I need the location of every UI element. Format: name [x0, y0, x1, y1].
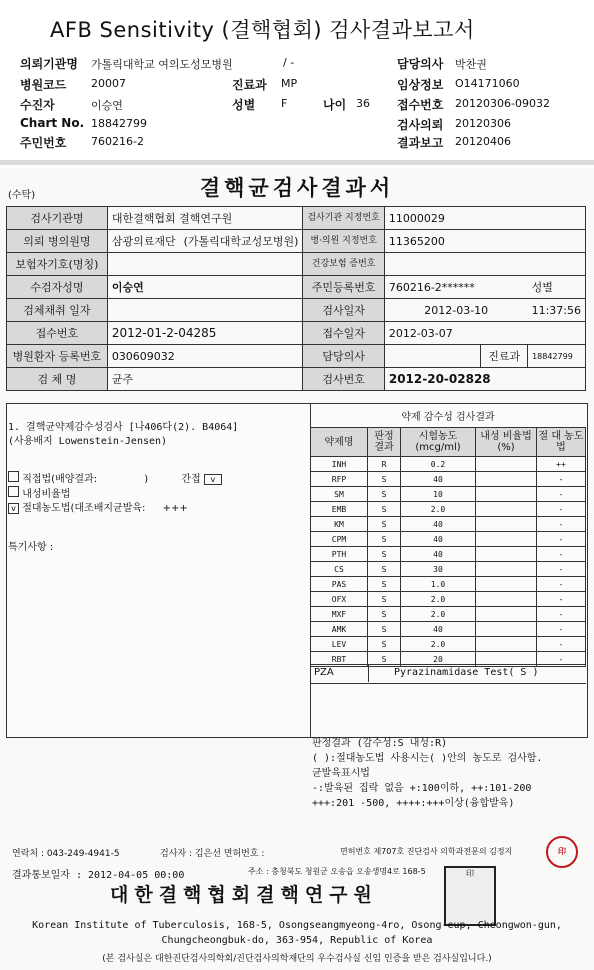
drug-absolute: ++	[537, 457, 586, 472]
recv-date-label: 접수일자	[303, 322, 384, 345]
institute-korean: 대한결핵협회결핵연구원	[110, 884, 378, 906]
value-receipt-no: 20120306-09032	[455, 97, 550, 110]
direct-label: 직접법(배양결과:	[22, 474, 98, 485]
drug-concentration: 2.0	[401, 637, 476, 652]
method-panel	[6, 403, 312, 738]
drug-row	[311, 622, 586, 637]
drug-row	[311, 532, 586, 547]
drug-proportion	[476, 457, 537, 472]
drug-absolute: -	[537, 517, 586, 532]
hosp-id: 11365200	[384, 230, 585, 253]
label-resident-no: 주민번호	[20, 136, 67, 150]
judgement-notes	[312, 736, 586, 811]
test-time: 11:37:56	[528, 299, 586, 322]
drug-concentration: 1.0	[401, 577, 476, 592]
drug-name: MXF	[311, 607, 368, 622]
document-title: AFB Sensitivity (결핵협회) 검사결과보고서	[50, 18, 475, 42]
col-judgement: 판정 결과	[368, 428, 401, 457]
req-hosp: 삼광의료재단	[107, 230, 179, 253]
contact-phone: 연락처 : 043-249-4941-5	[12, 849, 120, 859]
institute-english-2: Chungcheongbuk-do, 363-954, Republic of Korea	[161, 935, 433, 946]
proportion-label: 내성비율법	[22, 489, 71, 500]
label-chart-no: Chart No.	[20, 116, 85, 130]
drug-concentration: 0.2	[401, 457, 476, 472]
drug-judgement: S	[368, 547, 401, 562]
note-line: +++:201 -500, ++++:+++이상(융합발육)	[312, 798, 515, 809]
drug-proportion	[476, 532, 537, 547]
drug-absolute: -	[537, 502, 586, 517]
collect-date-value	[107, 299, 303, 322]
proportion-method-row	[8, 485, 71, 500]
label-clinical-info: 임상정보	[397, 78, 444, 92]
specimen-value: 균주	[107, 368, 303, 391]
doctor-value	[384, 345, 480, 368]
method-line-2: (사용배지 Lowenstein-Jensen)	[8, 436, 168, 447]
drug-name: KM	[311, 517, 368, 532]
drug-absolute: -	[537, 592, 586, 607]
absolute-value: +++	[162, 503, 188, 514]
health-value	[384, 253, 585, 276]
drug-judgement: S	[368, 577, 401, 592]
drug-row	[311, 472, 586, 487]
note-line: -:발육된 집락 없음 +:100이하, ++:101-200	[312, 783, 532, 794]
drug-proportion	[476, 637, 537, 652]
drug-concentration: 30	[401, 562, 476, 577]
drug-row	[311, 517, 586, 532]
rrn-label: 주민등록번호	[303, 276, 384, 299]
insured-label: 보험자기호(명칭)	[7, 253, 108, 276]
pza-divider	[368, 664, 369, 682]
drug-row	[311, 562, 586, 577]
test-no-value: 2012-20-02828	[384, 368, 585, 391]
drug-absolute: -	[537, 562, 586, 577]
value-test-request: 20120306	[455, 117, 511, 130]
drug-row	[311, 577, 586, 592]
drug-name: RBT	[311, 652, 368, 667]
col-proportion: 내성 비율법(%)	[476, 428, 537, 457]
drug-judgement: S	[368, 517, 401, 532]
drug-judgement: S	[368, 502, 401, 517]
receipt-mark: (수탁)	[8, 190, 36, 201]
direct-method-row	[8, 470, 222, 485]
drug-absolute: -	[537, 532, 586, 547]
drug-proportion	[476, 622, 537, 637]
absolute-checkbox: v	[8, 503, 19, 514]
absolute-label: 절대농도법(대조배지균발육:	[22, 503, 146, 514]
drug-absolute: -	[537, 622, 586, 637]
hosp-reg-label: 병원환자 등록번호	[7, 345, 108, 368]
drug-proportion	[476, 607, 537, 622]
drug-name: SM	[311, 487, 368, 502]
institute-seal-icon: 印	[444, 866, 496, 926]
drug-concentration: 2.0	[401, 502, 476, 517]
rrn-value: 760216-2******	[384, 276, 527, 299]
address: 주소 : 충청북도 청원군 오송읍 오송생명4로 168-5	[248, 867, 426, 876]
remarks-label: 특기사항 :	[8, 542, 54, 553]
value-hospital-code: 20007	[91, 77, 126, 90]
method-line-1: 1. 결핵균약제감수성검사 [나406다(2). B4064]	[8, 422, 239, 433]
drug-concentration: 40	[401, 547, 476, 562]
header-separator	[0, 160, 594, 165]
drug-row	[311, 547, 586, 562]
col-drug: 약제명	[311, 428, 368, 457]
value-chart-no: 18842799	[91, 117, 147, 130]
lab-name: 대한결핵협회 결핵연구원	[107, 207, 303, 230]
col-concentration: 시험농도 (mcg/ml)	[401, 428, 476, 457]
req-hosp-paren: (가톨릭대학교성모병원)	[180, 230, 303, 253]
value-hospital: 가톨릭대학교 여의도성모병원	[91, 58, 233, 71]
drug-concentration: 2.0	[401, 592, 476, 607]
note-line: 균발육표시법	[312, 768, 370, 779]
label-patient: 수진자	[20, 98, 55, 112]
drug-absolute: -	[537, 607, 586, 622]
drug-judgement: R	[368, 457, 401, 472]
drug-judgement: S	[368, 472, 401, 487]
drug-row	[311, 502, 586, 517]
drug-name: AMK	[311, 622, 368, 637]
receipt-value: 2012-01-2-04285	[107, 322, 303, 345]
label-receipt-no: 접수번호	[397, 98, 444, 112]
drug-concentration: 40	[401, 532, 476, 547]
value-resident-no: 760216-2	[91, 135, 144, 148]
drug-absolute: -	[537, 547, 586, 562]
specimen-label: 검 체 명	[7, 368, 108, 391]
lab-name-label: 검사기관명	[7, 207, 108, 230]
drug-judgement: S	[368, 652, 401, 667]
label-result-report: 결과보고	[397, 136, 444, 150]
health-label: 건강보험 증번호	[303, 253, 384, 276]
drug-concentration: 40	[401, 517, 476, 532]
col-absolute: 절 대 농도법	[537, 428, 586, 457]
label-department: 진료과	[232, 78, 267, 92]
drug-concentration: 40	[401, 472, 476, 487]
drug-proportion	[476, 547, 537, 562]
label-doctor: 담당의사	[397, 57, 444, 71]
drug-absolute: -	[537, 652, 586, 667]
indirect-label: 간접	[181, 474, 201, 485]
label-hospital-code: 병원코드	[20, 78, 67, 92]
direct-checkbox	[8, 471, 19, 482]
lab-id-label: 검사기관 지정번호	[303, 207, 384, 230]
patient-label: 수검자성명	[7, 276, 108, 299]
hosp-reg-value: 030609032	[107, 345, 303, 368]
req-hosp-label: 의뢰 병의원명	[7, 230, 108, 253]
drug-proportion	[476, 562, 537, 577]
report-info-table	[6, 206, 586, 391]
dept-label: 진료과	[481, 345, 528, 368]
collect-date-label: 검체채취 일자	[7, 299, 108, 322]
lab-id: 11000029	[384, 207, 585, 230]
drug-name: LEV	[311, 637, 368, 652]
drug-row	[311, 607, 586, 622]
sex-label: 성별	[528, 276, 586, 299]
value-age: 36	[356, 97, 370, 110]
test-date: 2012-03-10	[384, 299, 527, 322]
drug-name: PAS	[311, 577, 368, 592]
examiner: 검사자 : 김은선 면허번호 :	[160, 849, 265, 859]
drug-concentration: 40	[401, 622, 476, 637]
label-sex: 성별	[232, 98, 256, 112]
value-sex: F	[281, 97, 288, 110]
drug-proportion	[476, 502, 537, 517]
note-line: ( ):절대농도법 사용시는( )안의 농도로 검사함.	[312, 753, 543, 764]
license: 면허번호 제707호 진단검사 의학과전문의 김정지	[340, 847, 513, 856]
test-no-label: 검사번호	[303, 368, 384, 391]
drug-proportion	[476, 517, 537, 532]
drug-proportion	[476, 577, 537, 592]
drug-row	[311, 592, 586, 607]
drug-sensitivity-table	[310, 427, 586, 667]
test-date-label: 검사일자	[303, 299, 384, 322]
proportion-checkbox	[8, 486, 19, 497]
drug-name: CS	[311, 562, 368, 577]
drug-absolute: -	[537, 577, 586, 592]
drug-concentration: 2.0	[401, 607, 476, 622]
patient-name: 이승연	[107, 276, 303, 299]
drug-name: INH	[311, 457, 368, 472]
drug-proportion	[476, 592, 537, 607]
pza-value: Pyrazinamidase Test( S )	[394, 667, 539, 678]
drug-proportion	[476, 472, 537, 487]
drug-name: OFX	[311, 592, 368, 607]
insured-value	[107, 253, 303, 276]
value-dept-slash: / -	[283, 56, 295, 69]
label-test-request: 검사의뢰	[397, 118, 444, 132]
drug-row	[311, 637, 586, 652]
drug-judgement: S	[368, 607, 401, 622]
drug-absolute: -	[537, 487, 586, 502]
drug-concentration: 10	[401, 487, 476, 502]
direct-close: )	[144, 474, 149, 485]
receipt-label: 접수번호	[7, 322, 108, 345]
drug-absolute: -	[537, 637, 586, 652]
hosp-id-label: 병·의원 지정번호	[303, 230, 384, 253]
value-patient: 이승연	[91, 99, 123, 112]
value-department: MP	[281, 77, 298, 90]
drug-judgement: S	[368, 592, 401, 607]
drug-proportion	[476, 487, 537, 502]
drug-name: RFP	[311, 472, 368, 487]
drug-judgement: S	[368, 532, 401, 547]
recv-date: 2012-03-07	[384, 322, 585, 345]
value-doctor: 박찬권	[455, 58, 487, 71]
drug-row	[311, 487, 586, 502]
absolute-method-row	[8, 499, 188, 514]
certification: (본 검사실은 대한진단검사의학회/진단검사의학재단의 우수검사실 신임 인증을 받은 검사실입니다.)	[102, 954, 492, 964]
drug-name: EMB	[311, 502, 368, 517]
drug-judgement: S	[368, 622, 401, 637]
note-line: 판정결과 (감수성:S 내성:R)	[312, 738, 448, 749]
doctor-label: 담당의사	[303, 345, 384, 368]
drug-table-caption: 약제 감수성 검사결과	[401, 412, 495, 423]
drug-judgement: S	[368, 562, 401, 577]
institute-english-1: Korean Institute of Tuberculosis, 168-5, Osongseangmyeong-4ro, Osong-eup, Cheongwon-gun,	[32, 920, 562, 931]
drug-judgement: S	[368, 487, 401, 502]
label-hospital: 의뢰기관명	[20, 57, 78, 71]
drug-judgement: S	[368, 637, 401, 652]
indirect-checkbox: v	[204, 474, 222, 485]
dept-value: 18842799	[528, 345, 586, 368]
label-age: 나이	[323, 98, 347, 112]
value-result-report: 20120406	[455, 135, 511, 148]
red-seal-icon: 印	[546, 836, 578, 868]
report-title: 결핵균검사결과서	[199, 176, 395, 200]
drug-name: PTH	[311, 547, 368, 562]
pza-label: PZA	[314, 667, 334, 678]
notice-date: 결과통보일자 : 2012-04-05 00:00	[12, 870, 185, 881]
drug-row	[311, 457, 586, 472]
drug-absolute: -	[537, 472, 586, 487]
drug-name: CPM	[311, 532, 368, 547]
value-clinical-info: O14171060	[455, 77, 520, 90]
drug-concentration: 20	[401, 652, 476, 667]
